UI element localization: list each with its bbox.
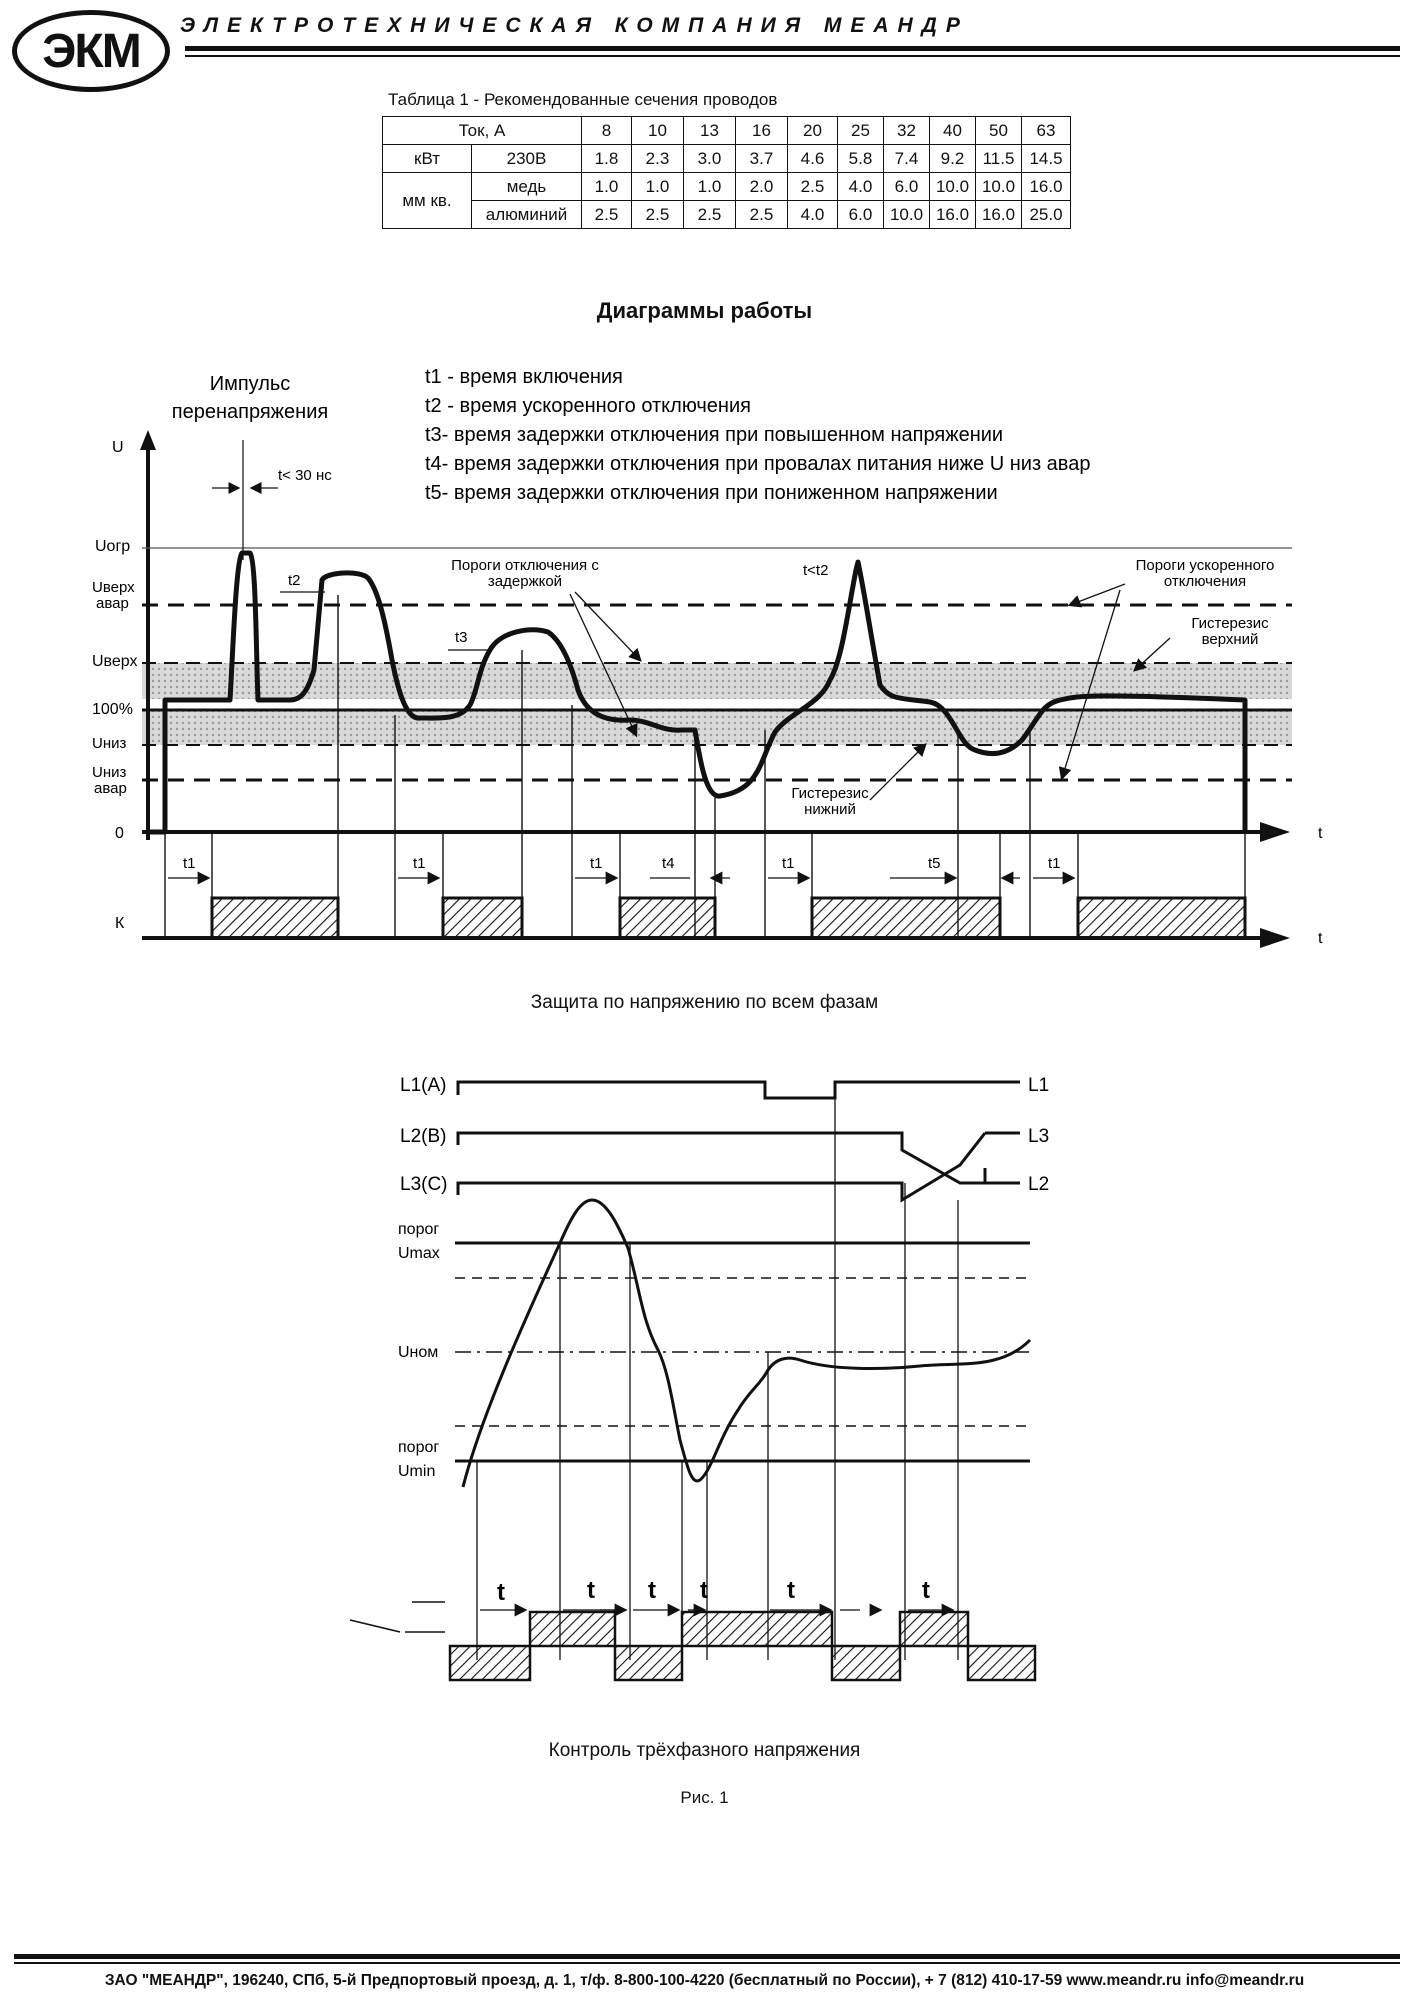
aluminium-label: алюминий (472, 201, 582, 229)
cell-current: 10 (632, 117, 684, 145)
label-uverh-avar-2: авар (96, 595, 129, 612)
t3-label: t3 (455, 629, 468, 646)
t-axis-arrow (1260, 822, 1290, 842)
cell-aluminium: 2.5 (684, 201, 736, 229)
ann-hyst-low-2: нижний (804, 801, 856, 818)
cell-copper: 1.0 (582, 173, 632, 201)
t-label-3: t (648, 1577, 656, 1604)
legend-t4: t4- время задержки отключения при провалах питания ниже U низ авар (425, 453, 1091, 475)
header-rule (185, 46, 1400, 51)
legend-t1: t1 - время включения (425, 366, 623, 388)
cell-current: 63 (1022, 117, 1071, 145)
cell-current: 20 (788, 117, 838, 145)
porog-label-2: порог (398, 1439, 440, 1456)
ann-hyst-low-arrow (870, 745, 925, 800)
diagram1-caption: Защита по напряжению по всем фазам (530, 992, 879, 1013)
voltage-protection-diagram (0, 350, 1409, 970)
l1a-label: L1(A) (400, 1075, 447, 1096)
cell-aluminium: 2.5 (582, 201, 632, 229)
t2-label: t2 (288, 572, 301, 589)
impulse-time: t< 30 нс (278, 467, 332, 484)
cell-current: 8 (582, 117, 632, 145)
table-row-current (383, 117, 1071, 145)
cell-copper: 10.0 (930, 173, 976, 201)
three-phase-control-diagram (0, 1055, 1409, 1710)
label-uniz-avar: Uниз (92, 764, 127, 781)
cell-current: 32 (884, 117, 930, 145)
umin-label: Umin (398, 1463, 436, 1480)
cell-current: 16 (736, 117, 788, 145)
mm-label: мм кв. (383, 173, 472, 229)
k-axis-arrow (1260, 928, 1290, 948)
legend-t5: t5- время задержки отключения при пониженном напряжении (425, 482, 998, 504)
label-t-2: t (1318, 930, 1323, 947)
ann-hyst-up-2: верхний (1201, 631, 1259, 648)
cell-kw: 14.5 (1022, 145, 1071, 173)
hysteresis-lower-band (142, 710, 1292, 745)
cell-kw: 3.0 (684, 145, 736, 173)
l3c-label: L3(C) (400, 1174, 448, 1195)
cell-kw: 2.3 (632, 145, 684, 173)
label-u: U (112, 439, 124, 456)
t-label-6: t (922, 1577, 930, 1604)
table-caption: Таблица 1 - Рекомендованные сечения проводов (388, 90, 778, 109)
cell-aluminium: 10.0 (884, 201, 930, 229)
cell-aluminium: 25.0 (1022, 201, 1071, 229)
phase-lines (458, 1082, 1020, 1200)
header-rule-thin (185, 55, 1400, 57)
u-axis-arrow (140, 430, 156, 450)
voltage-label: 230В (472, 145, 582, 173)
cell-copper: 6.0 (884, 173, 930, 201)
cell-kw: 3.7 (736, 145, 788, 173)
label-t: t (1318, 825, 1323, 842)
t1-label-3: t1 (590, 855, 603, 872)
cell-kw: 1.8 (582, 145, 632, 173)
cell-copper: 1.0 (684, 173, 736, 201)
legend-t3: t3- время задержки отключения при повышенном напряжении (425, 424, 1004, 446)
unom-label: Uном (398, 1344, 439, 1361)
cell-copper: 2.5 (788, 173, 838, 201)
kw-label: кВт (383, 145, 472, 173)
cell-kw: 7.4 (884, 145, 930, 173)
cell-kw: 11.5 (976, 145, 1022, 173)
contact-symbol (350, 1602, 445, 1632)
footer-rule-thin (14, 1962, 1400, 1964)
relay-state-blocks (450, 1612, 1035, 1680)
cell-kw: 9.2 (930, 145, 976, 173)
ann-fast: Пороги ускоренного (1135, 557, 1275, 574)
t1-label-5: t1 (1048, 855, 1061, 872)
table-row-kw (383, 145, 1071, 173)
cell-aluminium: 2.5 (632, 201, 684, 229)
ann-delay: Пороги отключения с (451, 557, 599, 574)
t-label-4: t (700, 1577, 708, 1604)
cell-copper: 4.0 (838, 173, 884, 201)
ann-fast-2: отключения (1163, 573, 1247, 590)
logo-text: ЭКМ (42, 24, 140, 78)
label-uniz: Uниз (92, 735, 127, 752)
cell-copper: 16.0 (1022, 173, 1071, 201)
ann-delay-2: задержкой (487, 573, 563, 590)
cell-aluminium: 2.5 (736, 201, 788, 229)
t1-label-1: t1 (183, 855, 196, 872)
current-label: Ток, А (383, 117, 582, 145)
t1-label-4: t1 (782, 855, 795, 872)
ann-hyst-up: Гистерезис (1191, 615, 1269, 632)
table-row-aluminium (383, 201, 1071, 229)
label-100: 100% (92, 701, 133, 718)
cell-copper: 1.0 (632, 173, 684, 201)
label-uniz-avar-2: авар (94, 780, 127, 797)
legend-t2: t2 - время ускоренного отключения (425, 395, 751, 417)
t-label-1: t (497, 1579, 505, 1606)
diagram2-caption: Контроль трёхфазного напряжения (548, 1740, 861, 1761)
l2-label: L2 (1028, 1174, 1050, 1195)
figure-label: Рис. 1 (680, 1788, 729, 1807)
cell-copper: 2.0 (736, 173, 788, 201)
wire-section-table (382, 116, 1071, 229)
copper-label: медь (472, 173, 582, 201)
cell-current: 25 (838, 117, 884, 145)
impulse-label-2: перенапряжения (171, 401, 329, 423)
cell-current: 50 (976, 117, 1022, 145)
label-uogr: Uогр (95, 538, 131, 555)
l2b-label: L2(B) (400, 1126, 447, 1147)
company-logo (12, 10, 170, 92)
cell-aluminium: 4.0 (788, 201, 838, 229)
ann-hyst-low: Гистерезис (791, 785, 869, 802)
cell-aluminium: 16.0 (930, 201, 976, 229)
t5-label: t5 (928, 855, 941, 872)
cell-aluminium: 6.0 (838, 201, 884, 229)
cell-current: 13 (684, 117, 736, 145)
umax-label: Umax (398, 1245, 440, 1262)
footer-rule (14, 1954, 1400, 1959)
footer-contacts: ЗАО "МЕАНДР", 196240, СПб, 5-й Предпортовый проезд, д. 1, т/ф. 8-800-100-4220 (бесплатный по России), + 7 (812) 410-17-59 www.meandr.ru info@meandr.ru (104, 1972, 1305, 1989)
t4-label: t4 (662, 855, 675, 872)
diagram-title: Диаграммы работы (596, 298, 813, 323)
label-zero: 0 (115, 825, 124, 842)
cell-copper: 10.0 (976, 173, 1022, 201)
table-row-copper (383, 173, 1071, 201)
label-uverh: Uверх (92, 653, 138, 670)
relay-k-blocks (212, 898, 1245, 938)
cell-aluminium: 16.0 (976, 201, 1022, 229)
label-k: К (115, 915, 125, 932)
l1-label: L1 (1028, 1075, 1050, 1096)
t-label-2: t (587, 1577, 595, 1604)
cell-current: 40 (930, 117, 976, 145)
cell-kw: 4.6 (788, 145, 838, 173)
porog-label-1: порог (398, 1221, 440, 1238)
company-name: ЭЛЕКТРОТЕХНИЧЕСКАЯ КОМПАНИЯ МЕАНДР (180, 14, 969, 37)
t1-label-2: t1 (413, 855, 426, 872)
t-label-5: t (787, 1577, 795, 1604)
l3-label: L3 (1028, 1126, 1050, 1147)
t-lt-t2-label: t<t2 (803, 562, 829, 579)
cell-kw: 5.8 (838, 145, 884, 173)
time-guides (165, 595, 1245, 938)
impulse-label: Импульс (209, 373, 291, 395)
label-uverh-avar: Uверх (92, 579, 135, 596)
